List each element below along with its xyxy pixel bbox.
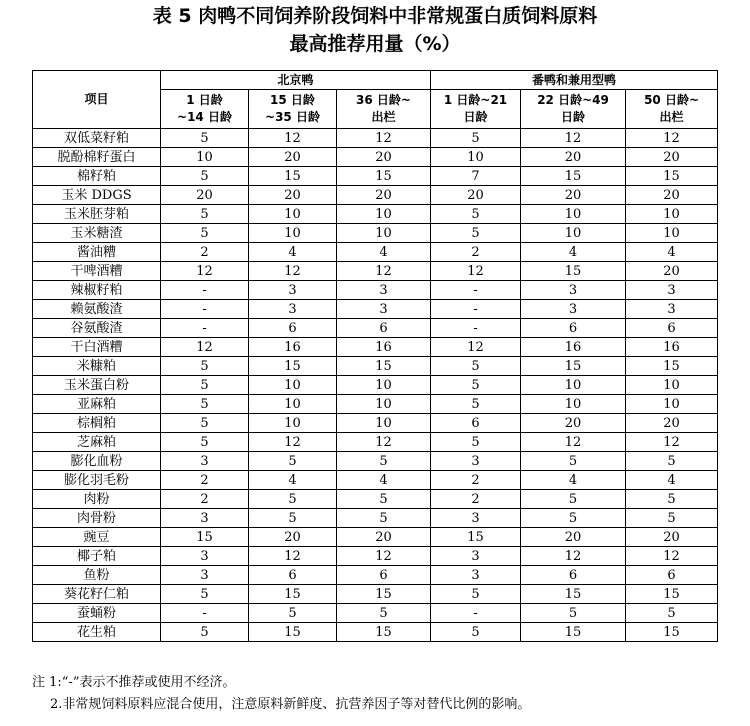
table-row	[33, 623, 718, 642]
max-dosage-cell: -	[161, 319, 249, 338]
ingredient-name: 蚕蛹粉	[33, 604, 161, 623]
max-dosage-cell: 16	[249, 338, 337, 357]
max-dosage-cell: 12	[431, 262, 521, 281]
table-row	[33, 585, 718, 604]
ingredient-name: 肉粉	[33, 490, 161, 509]
max-dosage-cell: 2	[431, 471, 521, 490]
max-dosage-cell: 3	[161, 509, 249, 528]
max-dosage-cell: 15	[337, 585, 431, 604]
max-dosage-cell: 3	[521, 281, 626, 300]
max-dosage-cell: 12	[521, 547, 626, 566]
stage-header-line1: 36 日龄~	[356, 93, 411, 107]
max-dosage-cell: 15	[249, 623, 337, 642]
stage-header-line2: 日龄	[463, 110, 488, 124]
table-subtitle: 最高推荐用量（%）	[289, 33, 461, 55]
max-dosage-cell: 5	[249, 490, 337, 509]
max-dosage-cell: 2	[161, 471, 249, 490]
max-dosage-cell: 5	[431, 224, 521, 243]
max-dosage-cell: 15	[626, 167, 718, 186]
max-dosage-cell: 15	[521, 167, 626, 186]
max-dosage-cell: 10	[337, 205, 431, 224]
max-dosage-cell: 10	[249, 205, 337, 224]
max-dosage-cell: 3	[431, 509, 521, 528]
max-dosage-cell: 5	[431, 585, 521, 604]
max-dosage-cell: 16	[521, 338, 626, 357]
max-dosage-cell: 15	[337, 357, 431, 376]
max-dosage-cell: 10	[626, 395, 718, 414]
max-dosage-cell: 10	[337, 414, 431, 433]
max-dosage-cell: 12	[249, 547, 337, 566]
max-dosage-cell: 6	[431, 414, 521, 433]
table-row	[33, 604, 718, 623]
max-dosage-cell: 6	[626, 319, 718, 338]
max-dosage-cell: 3	[431, 452, 521, 471]
ingredient-name: 膨化血粉	[33, 452, 161, 471]
table-row	[33, 509, 718, 528]
max-dosage-cell: 5	[161, 205, 249, 224]
table-row	[33, 186, 718, 205]
stage-header-line1: 1 日龄	[186, 93, 223, 107]
max-dosage-cell: 5	[161, 129, 249, 148]
max-dosage-cell: 12	[249, 433, 337, 452]
max-dosage-cell: 12	[431, 338, 521, 357]
footnotes	[32, 672, 732, 716]
max-dosage-cell: 10	[249, 414, 337, 433]
max-dosage-cell: 20	[337, 186, 431, 205]
max-dosage-cell: -	[161, 281, 249, 300]
table-row	[33, 547, 718, 566]
max-dosage-cell: 20	[521, 528, 626, 547]
max-dosage-cell: 12	[521, 433, 626, 452]
max-dosage-cell: 5	[521, 452, 626, 471]
ingredient-name: 豌豆	[33, 528, 161, 547]
max-dosage-cell: 5	[626, 604, 718, 623]
max-dosage-cell: -	[161, 604, 249, 623]
max-dosage-cell: 20	[161, 186, 249, 205]
max-dosage-cell: 3	[161, 566, 249, 585]
table-row	[33, 338, 718, 357]
stage-header-line1: 15 日龄	[270, 93, 315, 107]
max-dosage-cell: 20	[521, 414, 626, 433]
max-dosage-cell: 10	[431, 148, 521, 167]
max-dosage-cell: 20	[337, 528, 431, 547]
max-dosage-cell: 5	[161, 414, 249, 433]
max-dosage-cell: 3	[337, 281, 431, 300]
max-dosage-cell: 12	[626, 547, 718, 566]
max-dosage-cell: 3	[431, 566, 521, 585]
max-dosage-cell: 6	[337, 566, 431, 585]
stage-header	[161, 90, 249, 129]
max-dosage-cell: 10	[521, 224, 626, 243]
max-dosage-cell: 5	[521, 490, 626, 509]
table-row	[33, 357, 718, 376]
max-dosage-cell: 15	[521, 623, 626, 642]
ingredient-name: 棕榈粕	[33, 414, 161, 433]
max-dosage-cell: 5	[161, 395, 249, 414]
max-dosage-cell: 15	[249, 167, 337, 186]
ingredient-name: 棉籽粕	[33, 167, 161, 186]
max-dosage-cell: 3	[161, 452, 249, 471]
max-dosage-cell: 3	[337, 300, 431, 319]
max-dosage-cell: 12	[337, 129, 431, 148]
max-dosage-cell: 10	[337, 376, 431, 395]
table-row	[33, 243, 718, 262]
max-dosage-cell: 5	[431, 433, 521, 452]
max-dosage-cell: 10	[249, 224, 337, 243]
max-dosage-cell: 10	[626, 205, 718, 224]
group-header-beijing-duck: 北京鸭	[161, 71, 431, 90]
ingredient-name: 芝麻粕	[33, 433, 161, 452]
ingredient-name: 亚麻粕	[33, 395, 161, 414]
max-dosage-cell: 5	[431, 623, 521, 642]
max-dosage-cell: 5	[626, 490, 718, 509]
table-row	[33, 205, 718, 224]
max-dosage-cell: 12	[161, 262, 249, 281]
max-dosage-cell: 5	[431, 205, 521, 224]
max-dosage-cell: 10	[249, 395, 337, 414]
max-dosage-cell: 20	[626, 528, 718, 547]
max-dosage-cell: 16	[626, 338, 718, 357]
max-dosage-cell: 3	[161, 547, 249, 566]
max-dosage-cell: 6	[337, 319, 431, 338]
max-dosage-cell: 4	[249, 243, 337, 262]
stage-header-line2: ~35 日龄	[265, 110, 320, 124]
max-dosage-cell: 20	[521, 148, 626, 167]
stage-header-line1: 1 日龄~21	[443, 93, 508, 107]
max-dosage-cell: 5	[521, 604, 626, 623]
max-dosage-cell: 5	[337, 604, 431, 623]
max-dosage-cell: 4	[337, 471, 431, 490]
max-dosage-cell: 12	[161, 338, 249, 357]
max-dosage-cell: 3	[626, 281, 718, 300]
max-dosage-cell: 20	[431, 186, 521, 205]
max-dosage-cell: 15	[337, 167, 431, 186]
max-dosage-cell: 15	[626, 357, 718, 376]
max-dosage-cell: 12	[249, 262, 337, 281]
footnote-2: 2.非常规饲料原料应混合使用，注意原料新鲜度、抗营养因子等对替代比例的影响。	[50, 697, 531, 712]
max-dosage-cell: 3	[431, 547, 521, 566]
table-row	[33, 300, 718, 319]
max-dosage-cell: 6	[521, 566, 626, 585]
max-dosage-cell: -	[431, 281, 521, 300]
max-dosage-cell: 15	[521, 357, 626, 376]
max-dosage-cell: 20	[626, 262, 718, 281]
max-dosage-cell: 20	[626, 414, 718, 433]
table-row	[33, 262, 718, 281]
table-row	[33, 224, 718, 243]
max-dosage-cell: 5	[431, 395, 521, 414]
stage-header	[249, 90, 337, 129]
max-dosage-cell: 10	[626, 224, 718, 243]
max-dosage-cell: 5	[337, 509, 431, 528]
max-dosage-cell: 15	[521, 262, 626, 281]
max-dosage-cell: 4	[249, 471, 337, 490]
max-dosage-cell: 20	[337, 148, 431, 167]
max-dosage-cell: 5	[161, 433, 249, 452]
max-dosage-cell: 12	[626, 129, 718, 148]
stage-header-line1: 22 日龄~49	[537, 93, 609, 107]
max-dosage-cell: 5	[431, 376, 521, 395]
max-dosage-cell: 6	[249, 319, 337, 338]
max-dosage-cell: -	[161, 300, 249, 319]
table-row	[33, 528, 718, 547]
ingredient-name: 膨化羽毛粉	[33, 471, 161, 490]
max-dosage-cell: 16	[337, 338, 431, 357]
max-dosage-cell: 15	[626, 623, 718, 642]
ingredient-name: 玉米 DDGS	[33, 186, 161, 205]
ingredient-name: 葵花籽仁粕	[33, 585, 161, 604]
table-row	[33, 471, 718, 490]
max-dosage-cell: 5	[431, 129, 521, 148]
max-dosage-cell: 12	[337, 262, 431, 281]
max-dosage-cell: 4	[337, 243, 431, 262]
max-dosage-cell: 20	[249, 528, 337, 547]
max-dosage-cell: 10	[521, 395, 626, 414]
ingredient-name: 干啤酒糟	[33, 262, 161, 281]
table-row	[33, 433, 718, 452]
ingredient-name: 谷氨酸渣	[33, 319, 161, 338]
ingredient-name: 花生粕	[33, 623, 161, 642]
max-dosage-cell: 10	[626, 376, 718, 395]
max-dosage-cell: 15	[521, 585, 626, 604]
max-dosage-cell: 12	[521, 129, 626, 148]
max-dosage-cell: 20	[521, 186, 626, 205]
max-dosage-cell: 4	[521, 471, 626, 490]
max-dosage-cell: 12	[626, 433, 718, 452]
group-header-muscovy-duck: 番鸭和兼用型鸭	[431, 71, 718, 90]
ingredient-name: 辣椒籽粕	[33, 281, 161, 300]
stage-header-line1: 50 日龄~	[644, 93, 700, 107]
max-dosage-cell: 20	[249, 186, 337, 205]
max-dosage-cell: -	[431, 300, 521, 319]
ingredient-name: 玉米糖渣	[33, 224, 161, 243]
max-dosage-cell: 12	[249, 129, 337, 148]
max-dosage-cell: 15	[626, 585, 718, 604]
max-dosage-cell: 4	[626, 471, 718, 490]
max-dosage-cell: 12	[337, 547, 431, 566]
max-dosage-cell: 20	[626, 148, 718, 167]
max-dosage-cell: 6	[249, 566, 337, 585]
max-dosage-cell: 5	[431, 357, 521, 376]
max-dosage-cell: 5	[337, 452, 431, 471]
max-dosage-cell: 15	[249, 357, 337, 376]
ingredient-name: 玉米胚芽粕	[33, 205, 161, 224]
max-dosage-cell: -	[431, 604, 521, 623]
ingredient-name: 米糠粕	[33, 357, 161, 376]
max-dosage-cell: 5	[626, 509, 718, 528]
ingredient-name: 玉米蛋白粉	[33, 376, 161, 395]
max-dosage-cell: 10	[249, 376, 337, 395]
max-dosage-cell: 5	[249, 509, 337, 528]
max-dosage-cell: 2	[431, 490, 521, 509]
max-dosage-cell: 5	[249, 604, 337, 623]
max-dosage-cell: 3	[249, 281, 337, 300]
stage-header	[431, 90, 521, 129]
stage-header	[337, 90, 431, 129]
max-dosage-cell: 10	[161, 148, 249, 167]
max-dosage-cell: 6	[521, 319, 626, 338]
stage-header-line2: 出栏	[659, 110, 684, 124]
stage-header-line2: 日龄	[561, 110, 586, 124]
table-row	[33, 414, 718, 433]
ingredient-name: 肉骨粉	[33, 509, 161, 528]
ingredient-name: 脱酚棉籽蛋白	[33, 148, 161, 167]
table-row	[33, 148, 718, 167]
stage-header-line2: ~14 日龄	[177, 110, 232, 124]
max-dosage-cell: 5	[161, 167, 249, 186]
stage-header-line2: 出栏	[371, 110, 396, 124]
table-row	[33, 167, 718, 186]
stage-header	[521, 90, 626, 129]
max-dosage-cell: 15	[337, 623, 431, 642]
max-dosage-cell: 20	[626, 186, 718, 205]
max-dosage-cell: 4	[626, 243, 718, 262]
max-dosage-cell: 20	[249, 148, 337, 167]
max-dosage-cell: 5	[161, 623, 249, 642]
max-dosage-cell: 3	[521, 300, 626, 319]
max-dosage-cell: 5	[249, 452, 337, 471]
recommendation-table	[32, 70, 718, 642]
max-dosage-cell: 10	[521, 376, 626, 395]
max-dosage-cell: 2	[161, 243, 249, 262]
max-dosage-cell: -	[431, 319, 521, 338]
table-row	[33, 395, 718, 414]
table-title: 表 5 肉鸭不同饲养阶段饲料中非常规蛋白质饲料原料	[152, 5, 598, 27]
max-dosage-cell: 6	[626, 566, 718, 585]
table-row	[33, 490, 718, 509]
ingredient-name: 椰子粕	[33, 547, 161, 566]
max-dosage-cell: 12	[337, 433, 431, 452]
max-dosage-cell: 5	[626, 452, 718, 471]
table-row	[33, 319, 718, 338]
table-row	[33, 566, 718, 585]
ingredient-name: 鱼粉	[33, 566, 161, 585]
max-dosage-cell: 15	[161, 528, 249, 547]
item-header: 项目	[33, 71, 161, 129]
max-dosage-cell: 5	[161, 585, 249, 604]
max-dosage-cell: 4	[521, 243, 626, 262]
ingredient-name: 赖氨酸渣	[33, 300, 161, 319]
table-row	[33, 129, 718, 148]
max-dosage-cell: 10	[521, 205, 626, 224]
table-row	[33, 376, 718, 395]
footnote-1: 注 1:“-”表示不推荐或使用不经济。	[32, 675, 236, 690]
max-dosage-cell: 3	[249, 300, 337, 319]
stage-header	[626, 90, 718, 129]
ingredient-name: 酱油糟	[33, 243, 161, 262]
max-dosage-cell: 5	[161, 357, 249, 376]
max-dosage-cell: 5	[161, 376, 249, 395]
max-dosage-cell: 10	[337, 395, 431, 414]
max-dosage-cell: 5	[161, 224, 249, 243]
table-row	[33, 452, 718, 471]
max-dosage-cell: 7	[431, 167, 521, 186]
max-dosage-cell: 2	[431, 243, 521, 262]
max-dosage-cell: 3	[626, 300, 718, 319]
max-dosage-cell: 5	[521, 509, 626, 528]
table-row	[33, 281, 718, 300]
max-dosage-cell: 10	[337, 224, 431, 243]
ingredient-name: 干白酒糟	[33, 338, 161, 357]
ingredient-name: 双低菜籽粕	[33, 129, 161, 148]
max-dosage-cell: 15	[431, 528, 521, 547]
max-dosage-cell: 2	[161, 490, 249, 509]
max-dosage-cell: 5	[337, 490, 431, 509]
max-dosage-cell: 15	[249, 585, 337, 604]
